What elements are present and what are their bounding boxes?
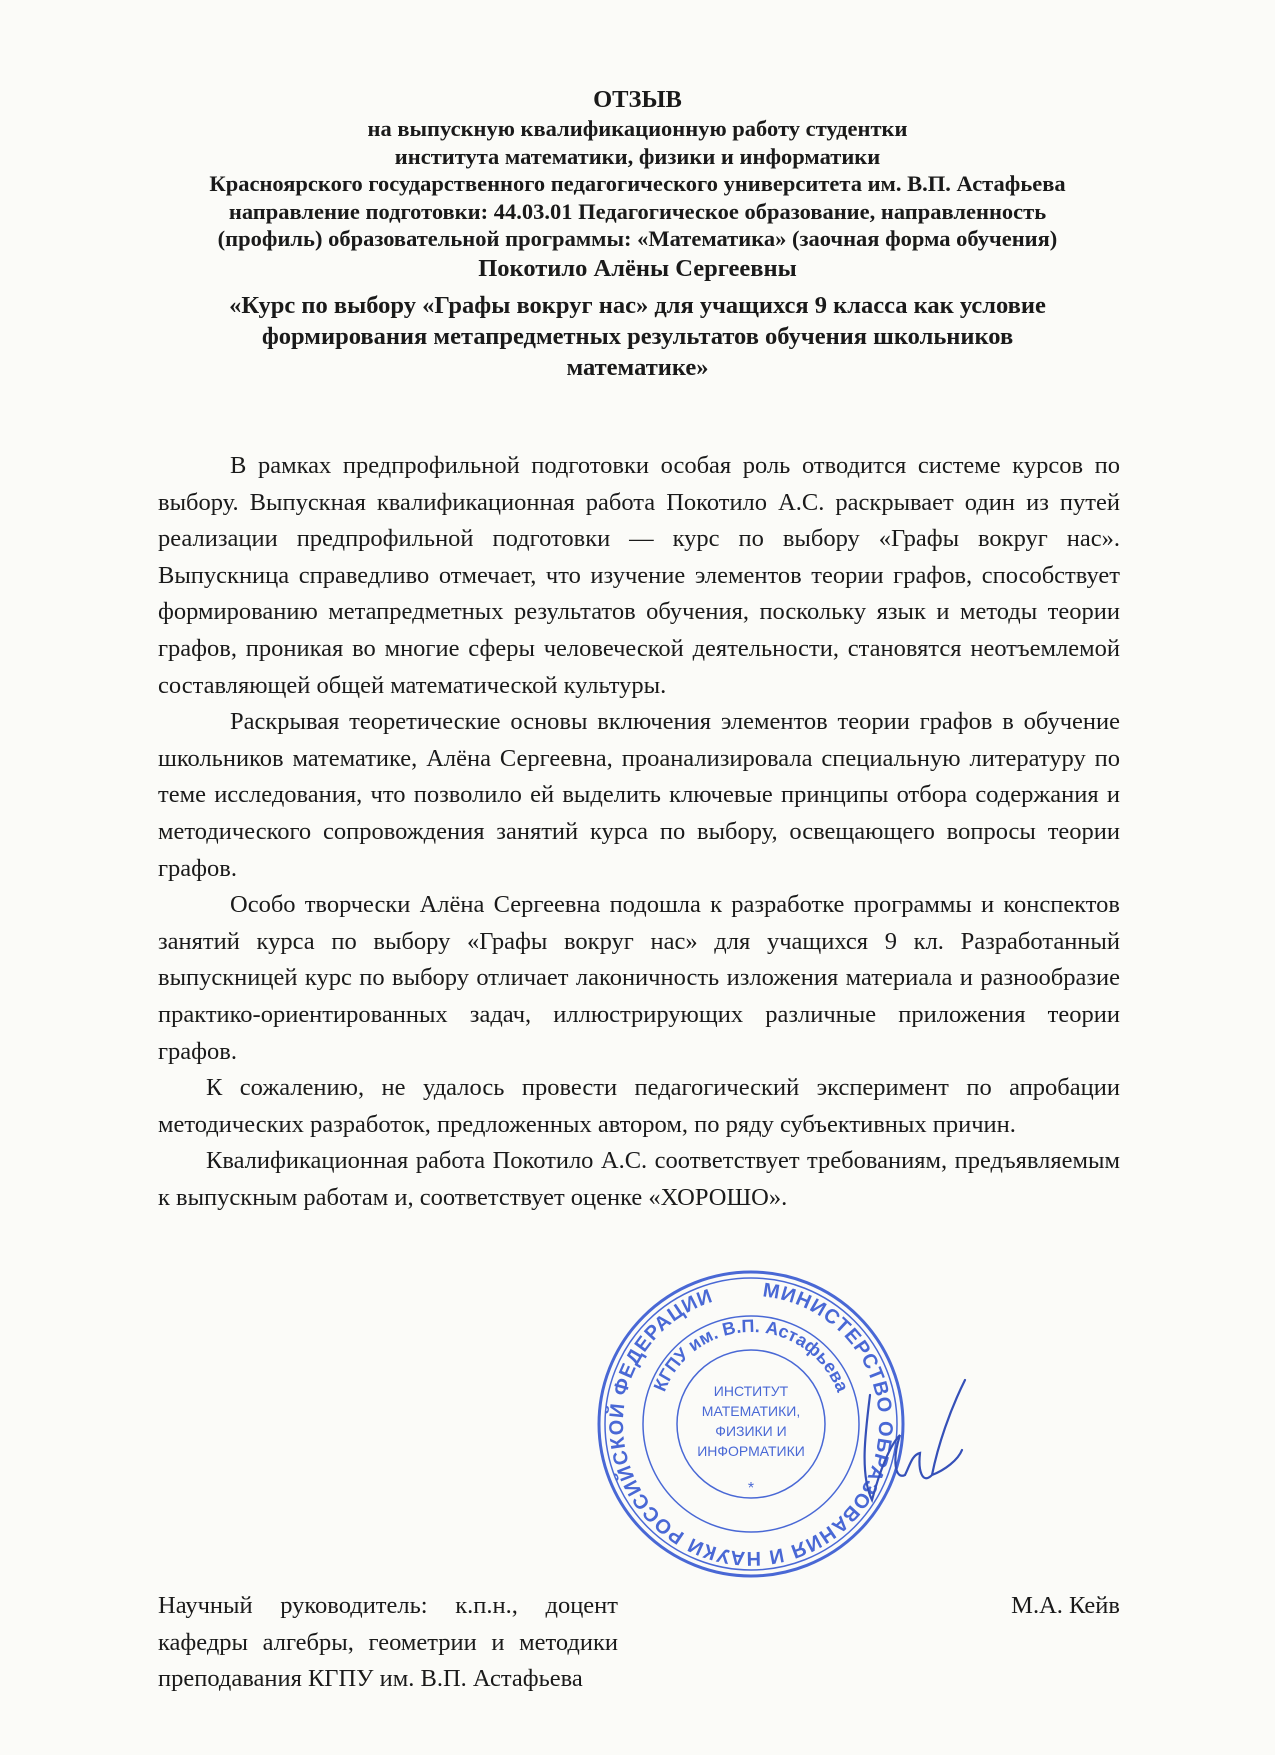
topic-line: формирования метапредметных результатов обучения школьников bbox=[261, 322, 1014, 350]
stamp-center-line: ФИЗИКИ И bbox=[715, 1423, 787, 1439]
student-name: Покотило Алёны Сергеевны bbox=[478, 254, 797, 282]
paragraph: В рамках предпрофильной подготовки особая роль отводится системе курсов по выбору. Выпускная квалификационная работа Покотило А.С. раскрывает один из путей реализации предпрофильной подготовки — курс по выбору «Графы вокруг нас». Выпускница справедливо отмечает, что изучение элементов теории графов, способствует формированию метапредметных результатов обучения, поскольку язык и методы теории графов, проникая во многие сферы человеческой деятельности, становятся неотъемлемой составляющей общей математической культуры. bbox=[158, 452, 1120, 699]
paragraph: Квалификационная работа Покотило А.С. соответствует требованиям, предъявляемым к выпускным работам и, соответствует оценке «ХОРОШО». bbox=[158, 1147, 1120, 1211]
document-title: ОТЗЫВ bbox=[593, 86, 682, 113]
supervisor-position: Научный руководитель: к.п.н., доцент кафедры алгебры, геометрии и методики преподавания КГПУ им. В.П. Астафьева bbox=[158, 1592, 618, 1693]
stamp-center-line: ИНСТИТУТ bbox=[713, 1383, 789, 1399]
header-line: Красноярского государственного педагогического университета им. В.П. Астафьева bbox=[209, 171, 1066, 196]
topic-line: математике» bbox=[566, 353, 709, 381]
supervisor-name: М.А. Кейв bbox=[1011, 1592, 1120, 1619]
svg-text:*: * bbox=[747, 1480, 755, 1497]
topic-line: «Курс по выбору «Графы вокруг нас» для учащихся 9 класса как условие bbox=[229, 291, 1046, 319]
handwritten-signature bbox=[850, 1375, 980, 1515]
header-line: (профиль) образовательной программы: «Математика» (заочная форма обучения) bbox=[217, 226, 1058, 251]
header-line: направление подготовки: 44.03.01 Педагогическое образование, направленность bbox=[228, 198, 1047, 224]
stamp-outer-text: МИНИСТЕРСТВО ОБРАЗОВАНИЯ И НАУКИ РОССИЙСКОЙ ФЕДЕРАЦИИ bbox=[605, 1279, 897, 1570]
paragraph: Раскрывая теоретические основы включения элементов теории графов в обучение школьников математике, Алёна Сергеевна, проанализировала специальную литературу по теме исследования, что позволило ей выделить ключевые принципы отбора содержания и методического сопровождения занятий курса по выбору, освещающего вопросы теории графов. bbox=[158, 708, 1120, 882]
stamp-center-line: ИНФОРМАТИКИ bbox=[697, 1443, 805, 1459]
header-line: на выпускную квалификационную работу студентки bbox=[367, 116, 908, 141]
document-header bbox=[100, 84, 1175, 383]
header-line: института математики, физики и информатики bbox=[394, 143, 881, 169]
paragraph: Особо творчески Алёна Сергеевна подошла к разработке программы и конспектов занятий курса по выбору «Графы вокруг нас» для учащихся 9 кл. Разработанный выпускницей курс по выбору отличает лаконичность изложения материала и разнообразие практико-ориентированных задач, иллюстрирующих различные приложения теории графов. bbox=[158, 891, 1120, 1065]
signature-block bbox=[158, 1588, 1120, 1698]
paragraph: К сожалению, не удалось провести педагогический эксперимент по апробации методических разработок, предложенных автором, по ряду субъективных причин. bbox=[158, 1074, 1120, 1138]
stamp-inner-text: КГПУ им. В.П. Астафьева bbox=[649, 1315, 853, 1395]
review-body bbox=[158, 448, 1120, 1216]
stamp-center-line: МАТЕМАТИКИ, bbox=[701, 1403, 801, 1419]
